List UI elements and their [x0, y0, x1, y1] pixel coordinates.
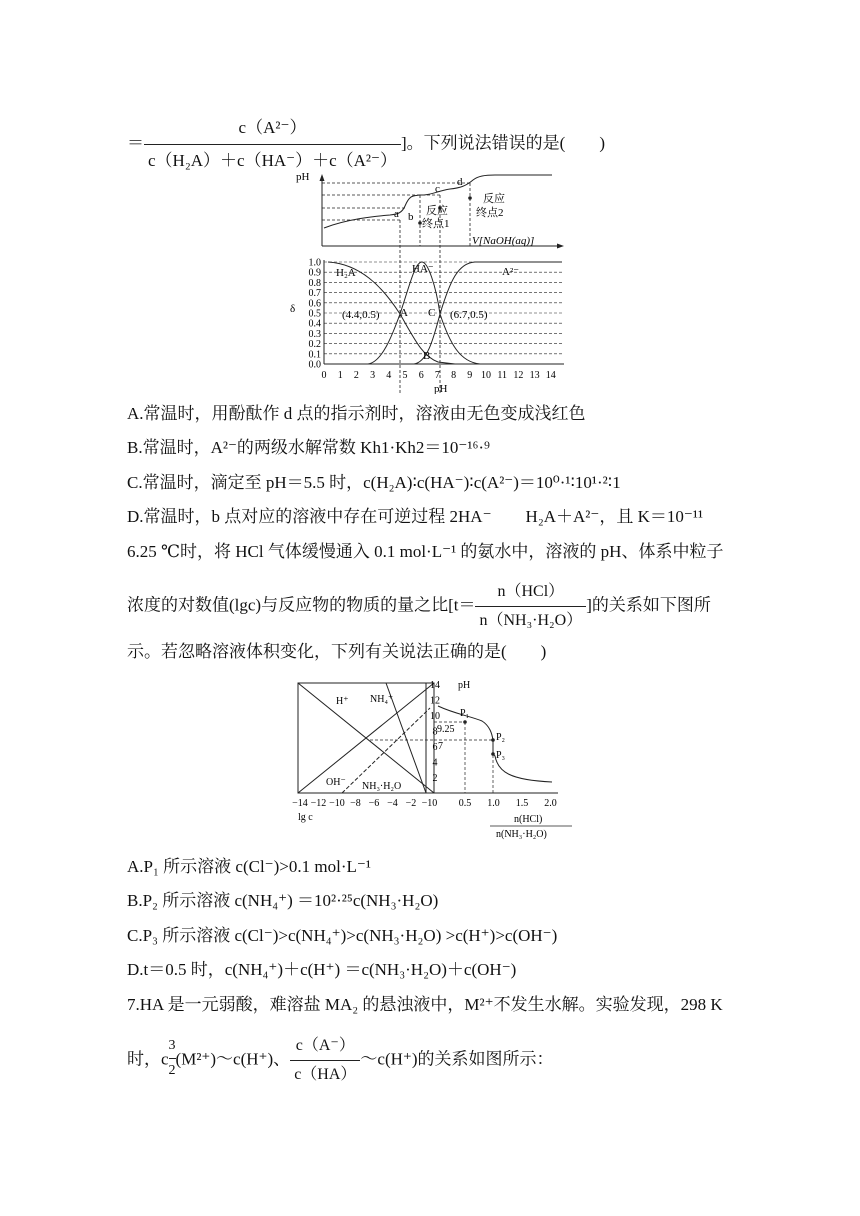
q5-option-d: D.常温时，b 点对应的溶液中存在可逆过程 2HA⁻ H₂A＋A²⁻，且 K＝10⁻¹¹: [127, 507, 704, 526]
q5-frac-numerator: c（A²⁻）: [238, 118, 307, 137]
q5-endpoint2-line2: 终点2: [476, 207, 504, 219]
q5-y-tick: 0.7: [308, 288, 321, 300]
q5-point-A: A: [400, 307, 408, 319]
q7-frac-den: c（HA）: [290, 1060, 360, 1087]
q6-stem-line3: 示。若忽略溶液体积变化，下列有关说法正确的是( ): [127, 642, 547, 661]
q6-point-p2: P₂: [496, 732, 506, 743]
q5-x-tick: 8: [451, 370, 457, 381]
q7-exponent: [169, 1034, 176, 1083]
q5-point-a: a: [394, 208, 399, 220]
q5-x-tick: 10: [481, 370, 491, 381]
q5-option-c: C.常温时，滴定至 pH＝5.5 时，c(H₂A)∶c(HA⁻)∶c(A²⁻)＝10⁰·¹∶10¹·²∶1: [127, 473, 621, 492]
q5-bottom-x-label: pH: [434, 383, 448, 394]
q6-species-oh: OH⁻: [326, 777, 346, 788]
q5-x-tick: 1: [337, 370, 343, 381]
q6-option-a: A.P₁ 所示溶液 c(Cl⁻)>0.1 mol·L⁻¹: [127, 857, 371, 876]
q6-stem-line1: 6.25 ℃时，将 HCl 气体缓慢通入 0.1 mol·L⁻¹ 的氨水中，溶液的 pH、体系中粒子: [127, 542, 724, 561]
q5-endpoint1-line1: 反应: [426, 205, 448, 217]
q5-option-a: A.常温时，用酚酞作 d 点的指示剂时，溶液由无色变成浅红色: [127, 404, 586, 423]
q7-stem-post: ～c(H⁺)的关系如图所示：: [360, 1049, 554, 1069]
q6-right-x-tick: 1.5: [515, 798, 529, 809]
q5-y-tick: 0.1: [308, 349, 321, 361]
q6-left-x-tick: −4: [387, 798, 398, 809]
q6-y-tick: 6: [432, 742, 438, 753]
q5-species-ha: HA⁻: [412, 263, 434, 275]
q6-left-x-tick: −12: [310, 798, 327, 809]
q5-point-C: C: [428, 307, 436, 319]
q7-stem-mid: (M²⁺)～c(H⁺)、: [175, 1049, 291, 1069]
q6-y-tick: 2: [432, 773, 438, 784]
q5-top-y-label: pH: [296, 171, 310, 183]
q6-left-x-ticks: [292, 798, 437, 809]
q6-ph-curve: [438, 706, 552, 782]
q5-bottom-x-ticks: [322, 370, 556, 381]
q6-right-x-ticks: [459, 798, 557, 809]
q6-y-tick: 8: [432, 726, 438, 738]
q7-frac-num: c（A⁻）: [295, 1037, 355, 1054]
q5-x-tick: 7: [434, 370, 440, 381]
q6-graph: [290, 676, 580, 840]
q6-left-x-tick: −8: [350, 798, 361, 809]
q5-species-a2: A²⁻: [502, 266, 520, 278]
q5-x-tick: 4: [386, 370, 392, 381]
q5-endpoint1-line2: 终点1: [422, 218, 450, 230]
q5-y-tick: 1.0: [308, 257, 321, 269]
q6-y-tick: 14: [430, 680, 440, 691]
q6-frac-num: n（HCl）: [497, 583, 565, 600]
q6-left-x-tick: −10: [329, 798, 345, 809]
q6-left-x-tick: −10: [421, 798, 438, 809]
q5-y-tick: 0.8: [308, 277, 321, 289]
q6-y-label: pH: [458, 680, 471, 691]
q6-point-p1: P₁: [460, 708, 470, 719]
q5-x-tick: 0: [321, 370, 327, 381]
q6-y-tick: 10: [430, 711, 440, 722]
q6-stem-post: ]的关系如下图所: [586, 595, 711, 615]
q6-species-h: H⁺: [336, 696, 349, 707]
q6-left-x-tick: −14: [292, 798, 308, 809]
q7-stem-pre: 时，c: [127, 1049, 169, 1069]
q6-y-extra-7: 7: [438, 741, 443, 752]
q5-fraction-line: [127, 116, 605, 173]
q5-point-B: B: [423, 350, 431, 362]
q5-x-tick: 6: [418, 370, 424, 381]
q6-species-nh4: NH₄⁺: [370, 694, 394, 705]
q5-y-tick: 0.9: [308, 267, 321, 279]
q6-option-d: D.t＝0.5 时，c(NH₄⁺)＋c(H⁺) ＝c(NH₃·H₂O)＋c(OH⁻): [127, 960, 517, 979]
q6-stem-pre: 浓度的对数值(lgc)与反应物的物质的量之比[t＝: [127, 595, 476, 615]
q7-exp-den: 2: [169, 1058, 176, 1083]
q6-y-tick: 4: [432, 757, 438, 769]
q7-exp-num: 3: [168, 1038, 176, 1053]
q5-endpoint2-line1: 反应: [483, 193, 505, 205]
q6-y-extra-925: 9.25: [437, 724, 455, 735]
q5-point-b: b: [408, 211, 414, 223]
q6-right-x-tick: 1.0: [487, 798, 500, 809]
q6-frac-den: n（NH₃·H₂O）: [475, 606, 586, 633]
q5-frac-denominator: c（H₂A）＋c（HA⁻）＋c（A²⁻）: [144, 144, 401, 173]
q5-annotation-left: (4.4,0.5): [342, 309, 380, 321]
q5-y-tick: 0.5: [308, 308, 321, 320]
q5-y-tick: 0.0: [308, 359, 321, 371]
q6-point-p3: P₃: [496, 750, 506, 761]
q5-x-tick: 13: [529, 370, 540, 381]
q5-bottom-y-label: δ: [290, 303, 296, 315]
q5-y-tick: 0.6: [308, 298, 321, 310]
q6-option-b: B.P₂ 所示溶液 c(NH₄⁺) ＝10²·²⁵c(NH₃·H₂O): [127, 891, 439, 910]
q5-y-tick: 0.4: [308, 318, 321, 330]
q5-x-tick: 2: [353, 370, 359, 381]
q6-stem-fraction: [475, 580, 586, 633]
q5-x-tick: 11: [497, 370, 508, 381]
q5-y-tick: 0.3: [308, 328, 321, 340]
q6-y-tick: 12: [430, 695, 440, 707]
q6-species-nh3: NH₃·H₂O: [362, 781, 402, 792]
q6-left-x-label: lg c: [298, 812, 313, 823]
q5-fraction: [144, 116, 401, 173]
q5-x-tick: 9: [467, 370, 473, 381]
q5-annotation-right: (6.7,0.5): [450, 309, 488, 321]
q5-option-b: B.常温时，A²⁻的两级水解常数 Kh1·Kh2＝10⁻¹⁶·⁹: [127, 438, 490, 457]
q7-fraction: [290, 1034, 360, 1087]
q6-right-x-tick: 2.0: [544, 798, 557, 809]
q6-left-x-tick: −2: [405, 798, 417, 809]
q6-option-c: C.P₃ 所示溶液 c(Cl⁻)>c(NH₄⁺)>c(NH₃·H₂O) >c(H⁺)>c(OH⁻): [127, 926, 558, 945]
q5-top-x-label: V[NaOH(aq)]: [472, 235, 535, 247]
q5-y-tick: 0.2: [308, 339, 321, 351]
q5-point-d: d: [457, 176, 463, 188]
q7-stem-line2: [127, 1034, 554, 1087]
q5-x-tick: 14: [545, 370, 556, 381]
q6-right-x-label-num: n(HCl): [514, 814, 543, 825]
q5-x-tick: 5: [402, 370, 408, 381]
q6-right-x-label-den: n(NH₃·H₂O): [496, 829, 547, 840]
q6-right-x-tick: 0.5: [458, 798, 472, 809]
q5-bottom-y-ticks: [309, 258, 322, 371]
q5-species-h2a: H₂A: [336, 267, 356, 279]
q7-stem-line1: 7.HA 是一元弱酸，难溶盐 MA₂ 的悬浊液中，M²⁺不发生水解。实验发现，298 K: [127, 995, 723, 1014]
q5-graph: [290, 166, 580, 394]
q5-x-tick: 12: [513, 370, 524, 381]
q6-stem-line2: [127, 580, 711, 633]
q5-point-c: c: [435, 183, 440, 195]
q6-left-x-tick: −6: [368, 798, 380, 809]
q5-frac-prefix: ＝: [127, 133, 144, 153]
q5-x-tick: 3: [370, 370, 376, 381]
q5-tail-text: ]。下列说法错误的是( ): [401, 133, 605, 153]
